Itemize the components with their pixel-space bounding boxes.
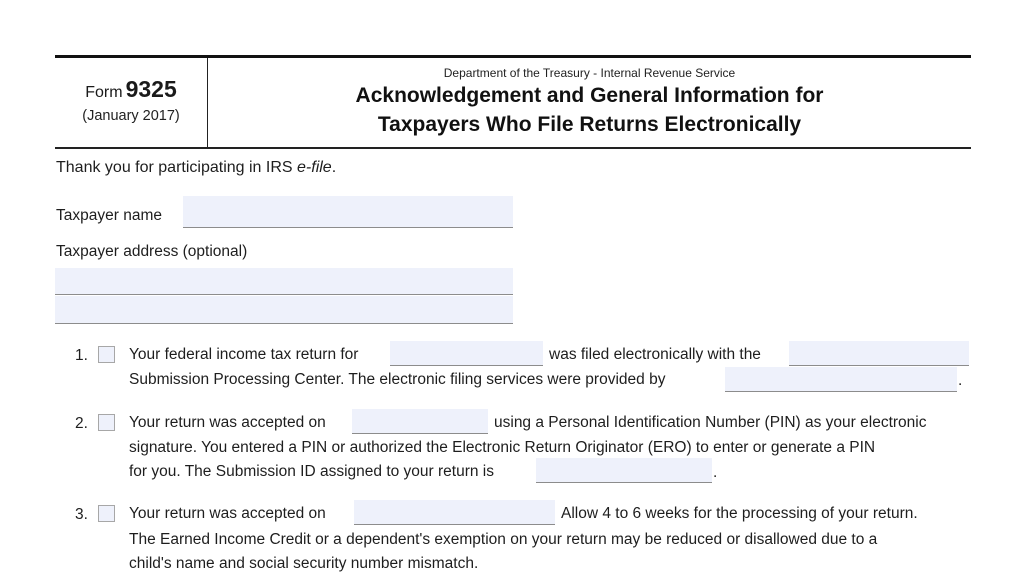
- item-2-submission-id-input[interactable]: [536, 458, 712, 483]
- taxpayer-name-input[interactable]: [183, 196, 513, 228]
- item-1-text-b: was filed electronically with the: [549, 346, 761, 363]
- item-1-checkbox[interactable]: [98, 346, 115, 363]
- item-2-checkbox[interactable]: [98, 414, 115, 431]
- item-3-number: 3.: [75, 506, 88, 523]
- item-1-period: .: [958, 372, 963, 389]
- taxpayer-address-line2-input[interactable]: [55, 296, 513, 324]
- form-title-line1: Acknowledgement and General Information for: [355, 84, 824, 107]
- form-header: [208, 58, 971, 147]
- item-2-period: .: [713, 464, 718, 481]
- item-1-tax-year-input[interactable]: [390, 341, 543, 366]
- item-1-center-input[interactable]: [789, 341, 969, 366]
- form-label: Form: [85, 84, 123, 101]
- intro-text: Thank you for participating in IRS e-file.: [56, 159, 337, 176]
- item-1-text-a: Your federal income tax return for: [129, 346, 359, 363]
- form-identifier: [55, 58, 207, 147]
- item-1-provider-input[interactable]: [725, 367, 957, 392]
- header-bottom-rule: [55, 147, 971, 149]
- item-3-text-b: Allow 4 to 6 weeks for the processing of your return.: [561, 505, 918, 522]
- item-2-text-a: Your return was accepted on: [129, 414, 326, 431]
- item-2-text-d: for you. The Submission ID assigned to your return is: [129, 463, 494, 480]
- form-title-line2: Taxpayers Who File Returns Electronically: [377, 113, 802, 136]
- taxpayer-address-label: Taxpayer address (optional): [56, 243, 248, 260]
- department-name: Department of the Treasury - Internal Revenue Service: [443, 66, 736, 80]
- item-3-text-a: Your return was accepted on: [129, 505, 326, 522]
- item-3-date-input[interactable]: [354, 500, 555, 525]
- form-number: 9325: [125, 76, 177, 102]
- item-3-checkbox[interactable]: [98, 505, 115, 522]
- item-2-text-c: signature. You entered a PIN or authorized the Electronic Return Originator (ERO) to enter or generate a PIN: [129, 439, 876, 456]
- item-1-number: 1.: [75, 347, 88, 364]
- item-2-number: 2.: [75, 415, 88, 432]
- item-1-text-c: Submission Processing Center. The electronic filing services were provided by: [129, 371, 666, 388]
- taxpayer-address-line1-input[interactable]: [55, 268, 513, 295]
- efile-italic: e-file: [297, 159, 332, 176]
- taxpayer-name-label: Taxpayer name: [56, 207, 162, 224]
- form-date: (January 2017): [82, 108, 180, 124]
- item-3-text-d: child's name and social security number mismatch.: [129, 555, 479, 572]
- item-2-date-input[interactable]: [352, 409, 488, 434]
- item-2-text-b: using a Personal Identification Number (PIN) as your electronic: [494, 414, 927, 431]
- item-3-text-c: The Earned Income Credit or a dependent's exemption on your return may be reduced or disallowed due to a: [129, 531, 878, 548]
